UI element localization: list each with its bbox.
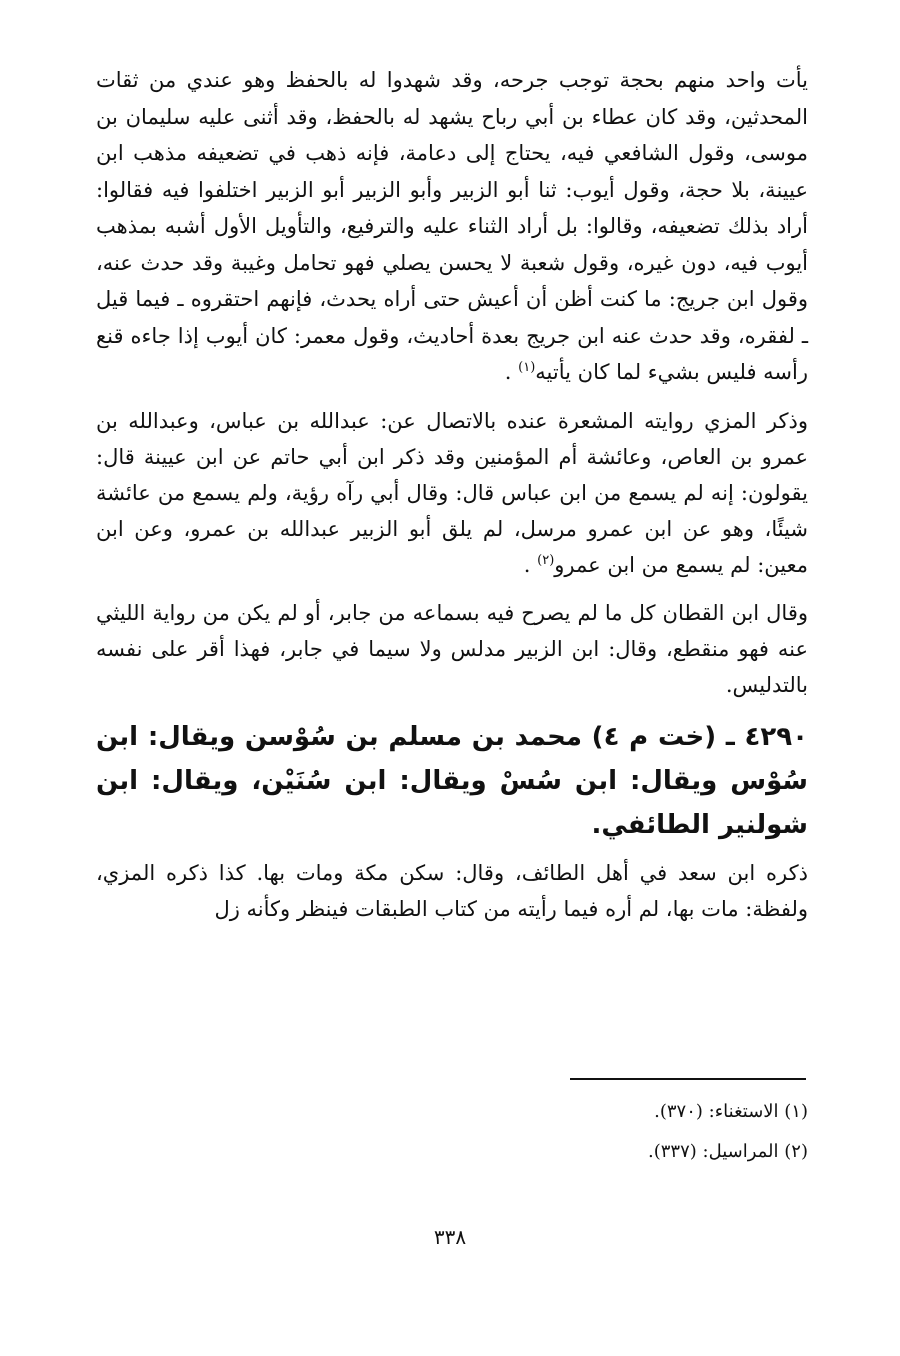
footnote-1: (١) الاستغناء: (٣٧٠). [654,1101,808,1122]
paragraph-2-text: وذكر المزي روايته المشعرة عنده بالاتصال عن: عبدالله بن عباس، وعبدالله بن عمرو بن العاص، وعائشة أم المؤمنين وقد ذكر ابن أبي حاتم عن ابن عيينة قال: يقولون: إنه لم يسمع من ابن عباس قال: وقال أبي رآه رؤية، ولم يسمع من عائشة شيئًا، وهو عن ابن عمرو مرسل، لم يلق أبو الزبير عبدالله بن عمرو، وعن ابن معين: لم يسمع من ابن عمرو [96,408,808,577]
paragraph-1-text: يأت واحد منهم بحجة توجب جرحه، وقد شهدوا له بالحفظ وهو عندي من ثقات المحدثين، وقد كان عطاء بن أبي رباح يشهد له بالحفظ، وقد أثنى عليه سليمان بن موسى، وقول الشافعي فيه، يحتاج إلى دعامة، فإنه ذهب في تضعيفه مذهب ابن عيينة، بلا حجة، وقول أيوب: ثنا أبو الزبير وأبو الزبير أبو الزبير اختلفوا فيه فقالوا: أراد بذلك تضعيفه، وقالوا: بل أراد الثناء عليه والترفيع، والتأويل الأول أشبه بمذهب أيوب فيه، دون غيره، وقول شعبة لا يحسن يصلي فهو تحامل وغيبة وقد حدث عنه، وقول ابن جريج: ما كنت أظن أن أعيش حتى أراه يحدث، فإنهم احتقروه ـ فيما قيل ـ لفقره، وقد حدث عنه ابن جريج بعدة أحاديث، وقول معمر: كان أيوب إذا جاءه قنع رأسه فليس بشيء لما كان يأتيه [96,68,808,384]
footnote-ref-2: (٢) [537,552,555,568]
footnote-2: (٢) المراسيل: (٣٣٧). [648,1141,808,1162]
footnote-ref-1: (١) [518,360,536,375]
paragraph-2 [96,403,808,583]
footnotes [96,1095,808,1175]
paragraph-1 [96,62,808,391]
entry-heading: ٤٢٩٠ ـ (خت م ٤) محمد بن مسلم بن سُوْسن ويقال: ابن سُوْس ويقال: ابن سُسْ ويقال: ابن سُنَيْن، ويقال: ابن شولنير الطائفي. [96,721,809,840]
page-number: ٣٣٨ [433,1225,467,1249]
paragraph-1-end: . [504,360,519,384]
page-body [96,62,808,939]
footnote-divider [570,1078,806,1080]
paragraph-2-end: . [523,552,538,577]
paragraph-4: ذكره ابن سعد في أهل الطائف، وقال: سكن مكة ومات بها. كذا ذكره المزي، ولفظة: مات بها، لم أره فيما رأيته من كتاب الطبقات فينظر وكأنه زل [96,860,808,921]
paragraph-3: وقال ابن القطان كل ما لم يصرح فيه بسماعه من جابر، أو لم يكن من رواية الليثي عنه فهو منقطع، وقال: ابن الزبير مدلس ولا سيما في جابر، فهذا أقر على نفسه بالتدليس. [96,600,808,697]
